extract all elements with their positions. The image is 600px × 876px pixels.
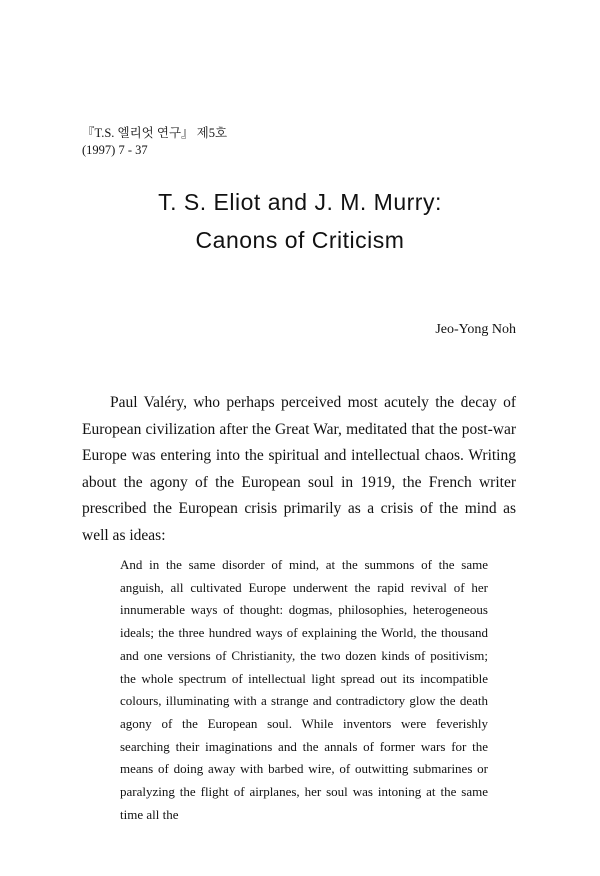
- body-paragraph: [82, 390, 516, 549]
- title-line-2: Canons of Criticism: [195, 227, 405, 253]
- article-title: [0, 183, 600, 259]
- author-name: Jeo-Yong Noh: [435, 322, 516, 337]
- paragraph-1: Paul Valéry, who perhaps perceived most acutely the decay of European civilization after the Great War, meditated that the post-war Europe was entering into the spiritual and intellectual chaos. Writing about the agony of the European soul in 1919, the French writer prescribed the European crisis primarily as a crisis of the mind as well as ideas:: [82, 394, 516, 544]
- title-line-1: T. S. Eliot and J. M. Murry:: [158, 189, 442, 215]
- journal-name: 『T.S. 엘리엇 연구』 제5호: [82, 126, 228, 140]
- quote-text: And in the same disorder of mind, at the summons of the same anguish, all cultivated Europe underwent the rapid revival of her innumerable ways of thought: dogmas, philosophies, heterogeneous ideals; the three hundred ways of explaining the World, the thousand and one versions of Christianity, the two dozen kinds of positivism; the whole spectrum of intellectual light spread out its incompatible colours, illuminating with a strange and contradictory glow the death agony of the European soul. While inventors were feverishly searching their imaginations and the annals of former wars for the means of doing away with barbed wire, of outwitting submarines or paralyzing the flight of airplanes, her soul was intoning at the same time all the: [120, 557, 488, 822]
- journal-year-pages: (1997) 7 - 37: [82, 143, 148, 157]
- journal-header: [82, 125, 227, 159]
- block-quote: [120, 554, 488, 826]
